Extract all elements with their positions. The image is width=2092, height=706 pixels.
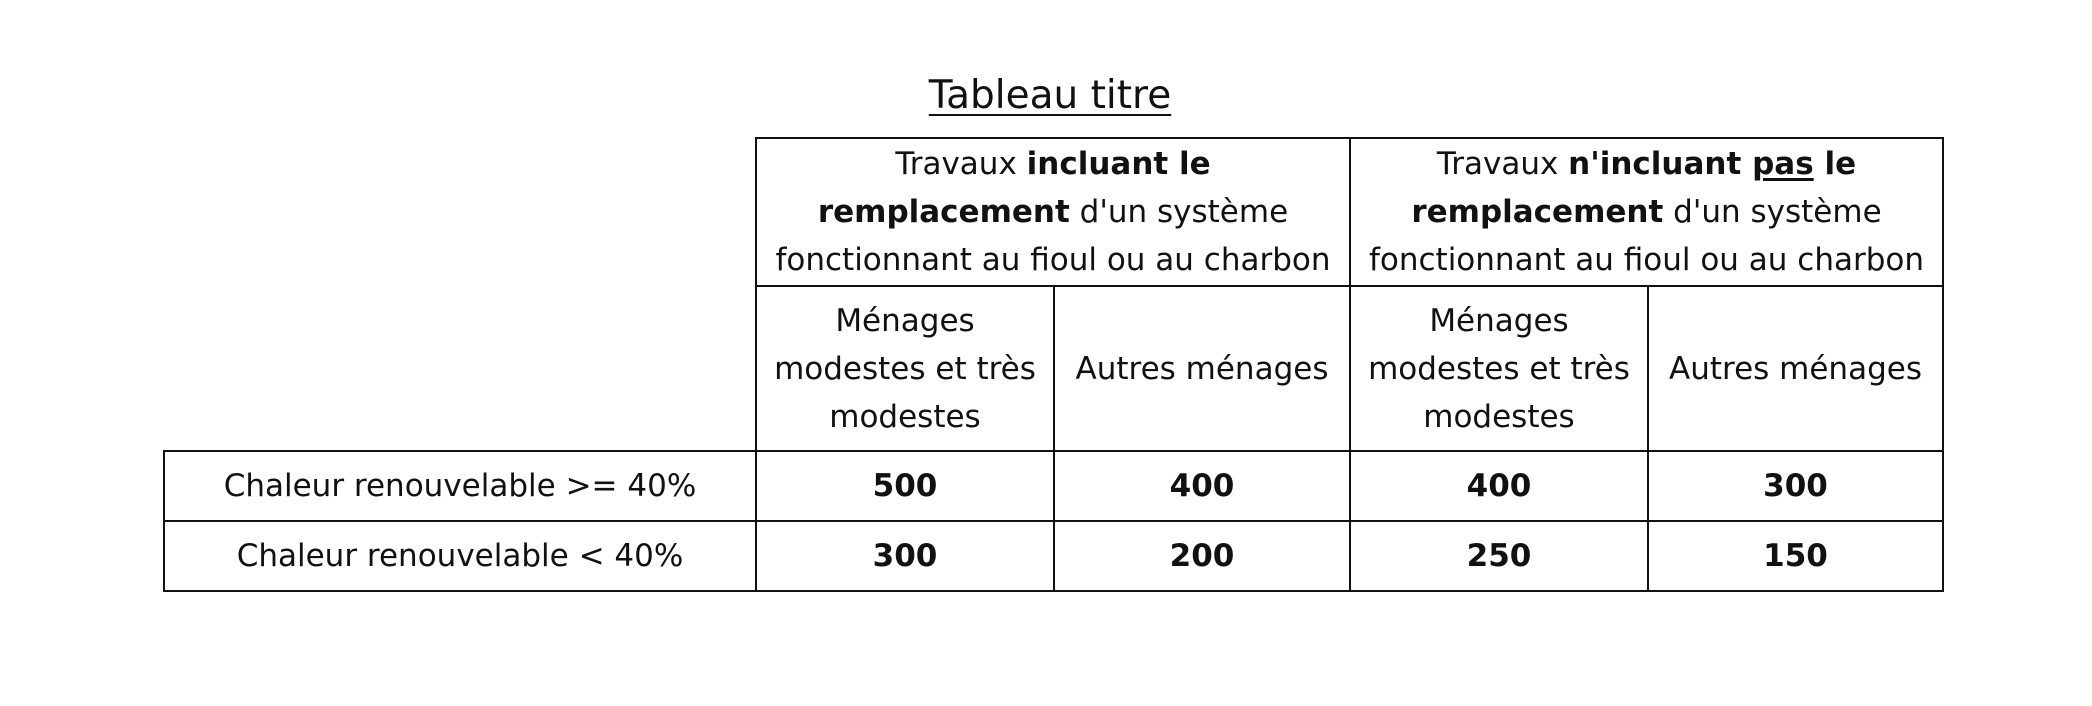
subheader-modest-including: Ménages modestes et très modestes	[756, 286, 1054, 451]
subheader-other-excluding: Autres ménages	[1648, 286, 1943, 451]
header-text-part: pas	[1752, 146, 1814, 182]
header-text-part: le remplacement	[1411, 146, 1857, 230]
subheader-other-including: Autres ménages	[1054, 286, 1350, 451]
table-row	[164, 521, 1943, 591]
header-text-part: Travaux	[1436, 146, 1569, 182]
subheader-row	[164, 286, 1943, 451]
table-cell: 150	[1648, 521, 1943, 591]
table-cell: 400	[1350, 451, 1648, 521]
table-cell: 200	[1054, 521, 1350, 591]
header-text-part: Travaux	[895, 146, 1027, 182]
group-header-including	[756, 138, 1350, 286]
row-label: Chaleur renouvelable >= 40%	[164, 451, 756, 521]
header-text-part: n'incluant	[1568, 146, 1753, 182]
group-header-row	[164, 138, 1943, 286]
header-text-part: d'un système fonctionnant au fioul ou au charbon	[1368, 194, 1925, 278]
table-cell: 300	[756, 521, 1054, 591]
header-text-part: incluant le remplacement	[817, 146, 1211, 230]
table-cell: 500	[756, 451, 1054, 521]
table-title: Tableau titre	[928, 73, 1172, 118]
table-cell: 300	[1648, 451, 1943, 521]
corner-blank	[164, 138, 756, 286]
data-table	[163, 137, 1944, 592]
row-label: Chaleur renouvelable < 40%	[164, 521, 756, 591]
header-text-part: d'un système fonctionnant au fioul ou au charbon	[775, 194, 1331, 278]
table-row	[164, 451, 1943, 521]
subheader-modest-excluding: Ménages modestes et très modestes	[1350, 286, 1648, 451]
group-header-excluding	[1350, 138, 1943, 286]
corner-blank-2	[164, 286, 756, 451]
table-cell: 250	[1350, 521, 1648, 591]
table-cell: 400	[1054, 451, 1350, 521]
